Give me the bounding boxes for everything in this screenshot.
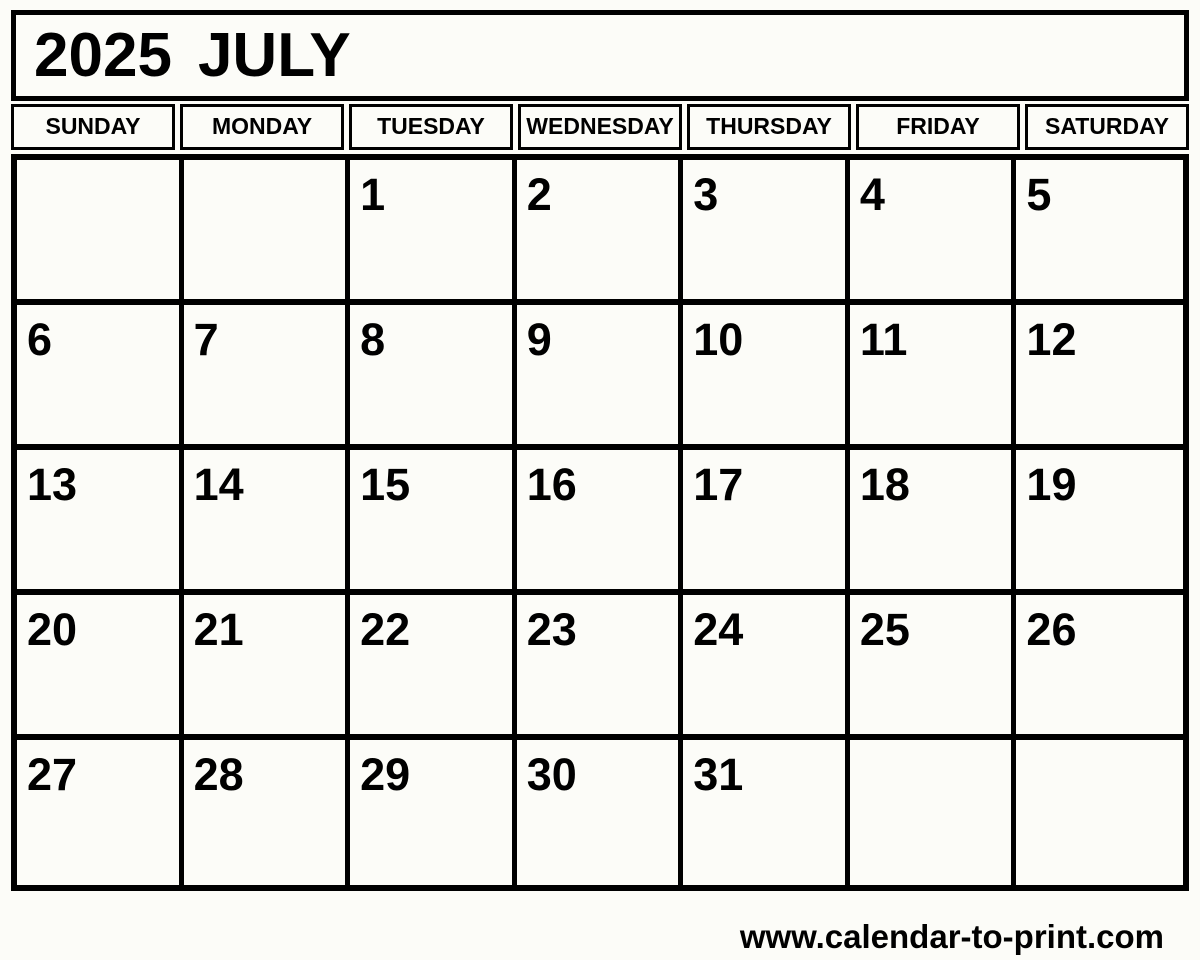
day-cell-17: 17 bbox=[683, 450, 850, 595]
day-cell-20: 20 bbox=[17, 595, 184, 740]
calendar-title-bar bbox=[11, 10, 1189, 101]
day-cell-28: 28 bbox=[184, 740, 351, 885]
day-cell-8: 8 bbox=[350, 305, 517, 450]
calendar-grid bbox=[11, 154, 1189, 891]
calendar-month: JULY bbox=[197, 20, 351, 90]
day-cell-empty bbox=[184, 160, 351, 305]
day-cell-3: 3 bbox=[683, 160, 850, 305]
day-cell-4: 4 bbox=[850, 160, 1017, 305]
day-cell-empty bbox=[850, 740, 1017, 885]
day-cell-23: 23 bbox=[517, 595, 684, 740]
day-cell-2: 2 bbox=[517, 160, 684, 305]
day-cell-16: 16 bbox=[517, 450, 684, 595]
weekday-header-sunday: SUNDAY bbox=[11, 104, 175, 150]
day-cell-18: 18 bbox=[850, 450, 1017, 595]
day-cell-25: 25 bbox=[850, 595, 1017, 740]
day-cell-24: 24 bbox=[683, 595, 850, 740]
day-cell-5: 5 bbox=[1016, 160, 1183, 305]
day-cell-31: 31 bbox=[683, 740, 850, 885]
day-cell-21: 21 bbox=[184, 595, 351, 740]
day-cell-26: 26 bbox=[1016, 595, 1183, 740]
day-cell-19: 19 bbox=[1016, 450, 1183, 595]
day-cell-11: 11 bbox=[850, 305, 1017, 450]
day-cell-13: 13 bbox=[17, 450, 184, 595]
weekday-header-friday: FRIDAY bbox=[856, 104, 1020, 150]
weekday-header-monday: MONDAY bbox=[180, 104, 344, 150]
weekday-header-tuesday: TUESDAY bbox=[349, 104, 513, 150]
footer-url: www.calendar-to-print.com bbox=[739, 918, 1164, 955]
day-cell-empty bbox=[1016, 740, 1183, 885]
day-cell-1: 1 bbox=[350, 160, 517, 305]
day-cell-empty bbox=[17, 160, 184, 305]
weekday-header-thursday: THURSDAY bbox=[687, 104, 851, 150]
day-cell-6: 6 bbox=[17, 305, 184, 450]
weekday-header-wednesday: WEDNESDAY bbox=[518, 104, 682, 150]
day-cell-7: 7 bbox=[184, 305, 351, 450]
day-cell-12: 12 bbox=[1016, 305, 1183, 450]
footer bbox=[740, 918, 1164, 956]
calendar bbox=[11, 10, 1189, 891]
calendar-year: 2025 bbox=[34, 20, 172, 90]
day-cell-14: 14 bbox=[184, 450, 351, 595]
day-cell-9: 9 bbox=[517, 305, 684, 450]
day-cell-27: 27 bbox=[17, 740, 184, 885]
day-cell-29: 29 bbox=[350, 740, 517, 885]
weekday-header-saturday: SATURDAY bbox=[1025, 104, 1189, 150]
day-cell-15: 15 bbox=[350, 450, 517, 595]
day-cell-30: 30 bbox=[517, 740, 684, 885]
day-cell-22: 22 bbox=[350, 595, 517, 740]
day-cell-10: 10 bbox=[683, 305, 850, 450]
weekday-header-row bbox=[11, 104, 1189, 150]
